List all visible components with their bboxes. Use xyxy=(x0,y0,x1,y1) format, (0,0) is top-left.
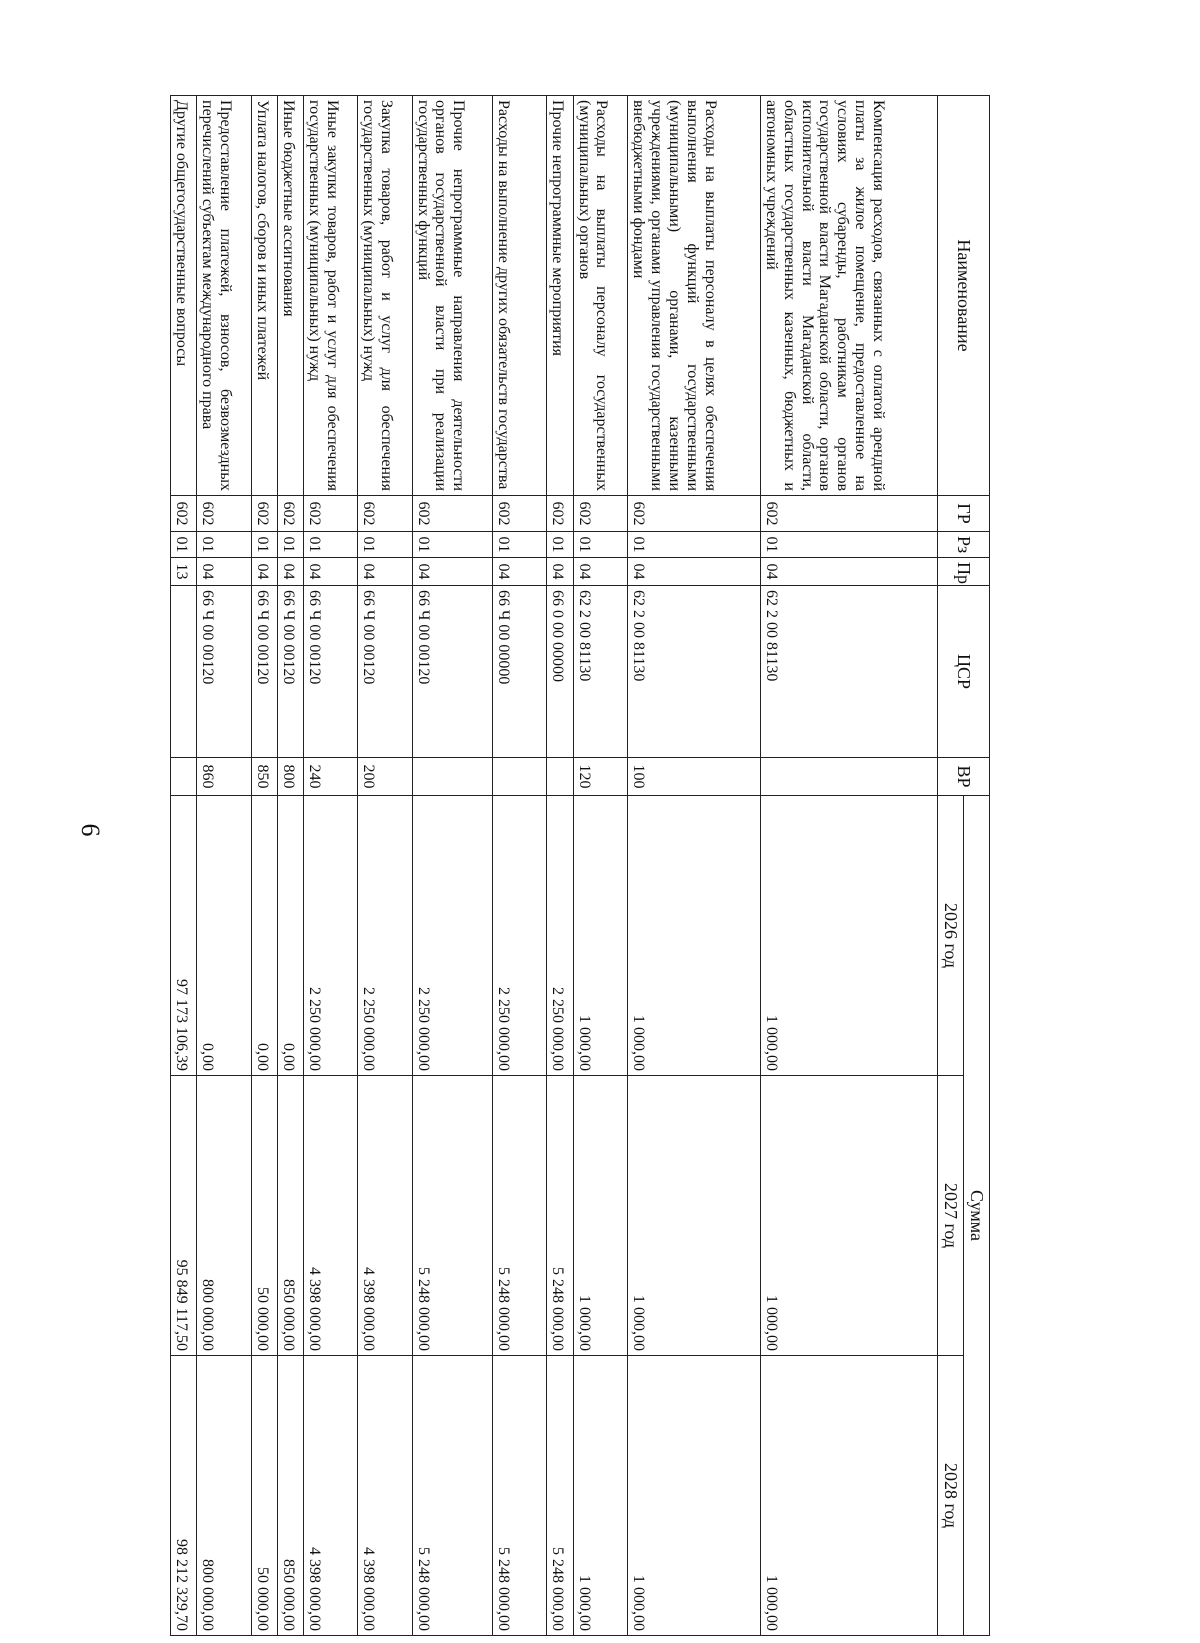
row-gr: 602 xyxy=(493,496,547,532)
header-name: Наименование xyxy=(938,96,990,496)
table-row xyxy=(277,96,303,1636)
row-sum-2026: 0,00 xyxy=(277,796,303,1076)
row-csr: 66 Ч 00 00120 xyxy=(358,586,412,758)
row-sum-2026: 2 250 000,00 xyxy=(303,796,357,1076)
row-vr xyxy=(171,758,197,796)
row-vr: 850 xyxy=(251,758,277,796)
row-gr: 602 xyxy=(547,496,573,532)
row-rz: 01 xyxy=(573,532,627,558)
row-sum-2028: 4 398 000,00 xyxy=(303,1356,357,1636)
row-pr: 04 xyxy=(197,558,251,586)
row-rz: 01 xyxy=(547,532,573,558)
row-sum-2028: 1 000,00 xyxy=(760,1356,937,1636)
row-rz: 01 xyxy=(251,532,277,558)
row-vr: 860 xyxy=(197,758,251,796)
row-sum-2028: 4 398 000,00 xyxy=(358,1356,412,1636)
rotated-table-container xyxy=(170,95,990,1635)
row-sum-2027: 5 248 000,00 xyxy=(412,1076,493,1356)
row-csr: 66 Ч 00 00120 xyxy=(277,586,303,758)
row-rz: 01 xyxy=(171,532,197,558)
row-name: Расходы на выплаты персоналу государственных (муниципальных) органов xyxy=(573,96,627,496)
row-csr: 66 Ч 00 00000 xyxy=(493,586,547,758)
row-rz: 01 xyxy=(493,532,547,558)
page-number: 6 xyxy=(76,823,105,837)
row-pr: 04 xyxy=(251,558,277,586)
table-row xyxy=(573,96,627,1636)
row-sum-2026: 2 250 000,00 xyxy=(547,796,573,1076)
row-gr: 602 xyxy=(197,496,251,532)
row-csr: 62 2 00 81130 xyxy=(628,586,761,758)
row-sum-2027: 4 398 000,00 xyxy=(358,1076,412,1356)
row-pr: 13 xyxy=(171,558,197,586)
table-row xyxy=(303,96,357,1636)
row-sum-2027: 1 000,00 xyxy=(628,1076,761,1356)
row-name: Иные бюджетные ассигнования xyxy=(277,96,303,496)
table-row xyxy=(547,96,573,1636)
row-name: Уплата налогов, сборов и иных платежей xyxy=(251,96,277,496)
table-row xyxy=(760,96,937,1636)
row-sum-2027: 50 000,00 xyxy=(251,1076,277,1356)
header-gr: ГР xyxy=(938,496,990,532)
row-gr: 602 xyxy=(412,496,493,532)
table-row xyxy=(197,96,251,1636)
row-sum-2027: 1 000,00 xyxy=(760,1076,937,1356)
row-vr xyxy=(412,758,493,796)
row-sum-2026: 2 250 000,00 xyxy=(412,796,493,1076)
row-rz: 01 xyxy=(760,532,937,558)
row-gr: 602 xyxy=(760,496,937,532)
row-vr: 240 xyxy=(303,758,357,796)
table-body xyxy=(171,96,938,1636)
header-pr: Пр xyxy=(938,558,990,586)
row-sum-2028: 5 248 000,00 xyxy=(493,1356,547,1636)
row-gr: 602 xyxy=(358,496,412,532)
table-header xyxy=(938,96,990,1636)
row-pr: 04 xyxy=(547,558,573,586)
header-vr: ВР xyxy=(938,758,990,796)
row-sum-2028: 800 000,00 xyxy=(197,1356,251,1636)
row-name: Иные закупки товаров, работ и услуг для обеспечения государственных (муниципальных) нужд xyxy=(303,96,357,496)
row-sum-2028: 1 000,00 xyxy=(573,1356,627,1636)
header-year-2028: 2028 год xyxy=(938,1356,964,1636)
header-sum: Сумма xyxy=(964,796,990,1636)
row-sum-2028: 98 212 329,70 xyxy=(171,1356,197,1636)
row-sum-2027: 5 248 000,00 xyxy=(547,1076,573,1356)
row-pr: 04 xyxy=(277,558,303,586)
row-pr: 04 xyxy=(493,558,547,586)
row-gr: 602 xyxy=(171,496,197,532)
row-gr: 602 xyxy=(628,496,761,532)
row-sum-2028: 1 000,00 xyxy=(628,1356,761,1636)
table-row xyxy=(628,96,761,1636)
table-row xyxy=(493,96,547,1636)
row-sum-2026: 0,00 xyxy=(251,796,277,1076)
row-sum-2026: 1 000,00 xyxy=(628,796,761,1076)
table-row xyxy=(412,96,493,1636)
row-pr: 04 xyxy=(412,558,493,586)
row-sum-2026: 2 250 000,00 xyxy=(493,796,547,1076)
row-rz: 01 xyxy=(197,532,251,558)
row-csr: 62 2 00 81130 xyxy=(760,586,937,758)
row-rz: 01 xyxy=(412,532,493,558)
header-year-2026: 2026 год xyxy=(938,796,964,1076)
row-vr xyxy=(547,758,573,796)
row-vr xyxy=(493,758,547,796)
row-rz: 01 xyxy=(628,532,761,558)
row-csr xyxy=(171,586,197,758)
row-vr: 800 xyxy=(277,758,303,796)
row-sum-2027: 4 398 000,00 xyxy=(303,1076,357,1356)
row-gr: 602 xyxy=(573,496,627,532)
row-csr: 66 0 00 00000 xyxy=(547,586,573,758)
row-gr: 602 xyxy=(303,496,357,532)
row-rz: 01 xyxy=(303,532,357,558)
row-csr: 62 2 00 81130 xyxy=(573,586,627,758)
row-pr: 04 xyxy=(358,558,412,586)
row-sum-2026: 2 250 000,00 xyxy=(358,796,412,1076)
row-sum-2028: 5 248 000,00 xyxy=(547,1356,573,1636)
table-row xyxy=(358,96,412,1636)
row-rz: 01 xyxy=(358,532,412,558)
row-vr: 120 xyxy=(573,758,627,796)
row-vr: 100 xyxy=(628,758,761,796)
row-csr: 66 Ч 00 00120 xyxy=(197,586,251,758)
row-rz: 01 xyxy=(277,532,303,558)
row-sum-2028: 850 000,00 xyxy=(277,1356,303,1636)
row-name: Другие общегосударственные вопросы xyxy=(171,96,197,496)
row-vr: 200 xyxy=(358,758,412,796)
row-sum-2028: 5 248 000,00 xyxy=(412,1356,493,1636)
row-name: Компенсация расходов, связанных с оплатой арендной платы за жилое помещение, предоставленное на условиях субаренды, работникам органов государственной власти Магаданской области, органов исполнительной власти Магаданской области, областных государственных казенных, бюджетных и автономных учреждений xyxy=(760,96,937,496)
row-name: Прочие непрограммные мероприятия xyxy=(547,96,573,496)
row-sum-2028: 50 000,00 xyxy=(251,1356,277,1636)
table-row xyxy=(171,96,197,1636)
row-name: Закупка товаров, работ и услуг для обеспечения государственных (муниципальных) нужд xyxy=(358,96,412,496)
row-sum-2026: 1 000,00 xyxy=(760,796,937,1076)
row-sum-2026: 97 173 106,39 xyxy=(171,796,197,1076)
row-pr: 04 xyxy=(628,558,761,586)
header-year-2027: 2027 год xyxy=(938,1076,964,1356)
row-name: Предоставление платежей, взносов, безвозмездных перечислений субъектам международного права xyxy=(197,96,251,496)
row-csr: 66 Ч 00 00120 xyxy=(251,586,277,758)
header-csr: ЦСР xyxy=(938,586,990,758)
row-sum-2027: 5 248 000,00 xyxy=(493,1076,547,1356)
row-sum-2026: 1 000,00 xyxy=(573,796,627,1076)
row-gr: 602 xyxy=(277,496,303,532)
row-sum-2027: 95 849 117,50 xyxy=(171,1076,197,1356)
row-name: Расходы на выплаты персоналу в целях обеспечения выполнения функций государственными (муниципальными) органами, казенными учреждениями, органами управления государственными внебюджетными фондами xyxy=(628,96,761,496)
row-csr: 66 Ч 00 00120 xyxy=(303,586,357,758)
row-sum-2026: 0,00 xyxy=(197,796,251,1076)
row-name: Прочие непрограммные направления деятельности органов государственной власти при реализации государственных функций xyxy=(412,96,493,496)
row-csr: 66 Ч 00 00120 xyxy=(412,586,493,758)
row-pr: 04 xyxy=(760,558,937,586)
header-rz: Рз xyxy=(938,532,990,558)
table-row xyxy=(251,96,277,1636)
row-vr xyxy=(760,758,937,796)
row-sum-2027: 800 000,00 xyxy=(197,1076,251,1356)
row-sum-2027: 1 000,00 xyxy=(573,1076,627,1356)
row-pr: 04 xyxy=(573,558,627,586)
row-gr: 602 xyxy=(251,496,277,532)
row-name: Расходы на выполнение других обязательств государства xyxy=(493,96,547,496)
row-sum-2027: 850 000,00 xyxy=(277,1076,303,1356)
budget-table xyxy=(170,95,990,1636)
row-pr: 04 xyxy=(303,558,357,586)
